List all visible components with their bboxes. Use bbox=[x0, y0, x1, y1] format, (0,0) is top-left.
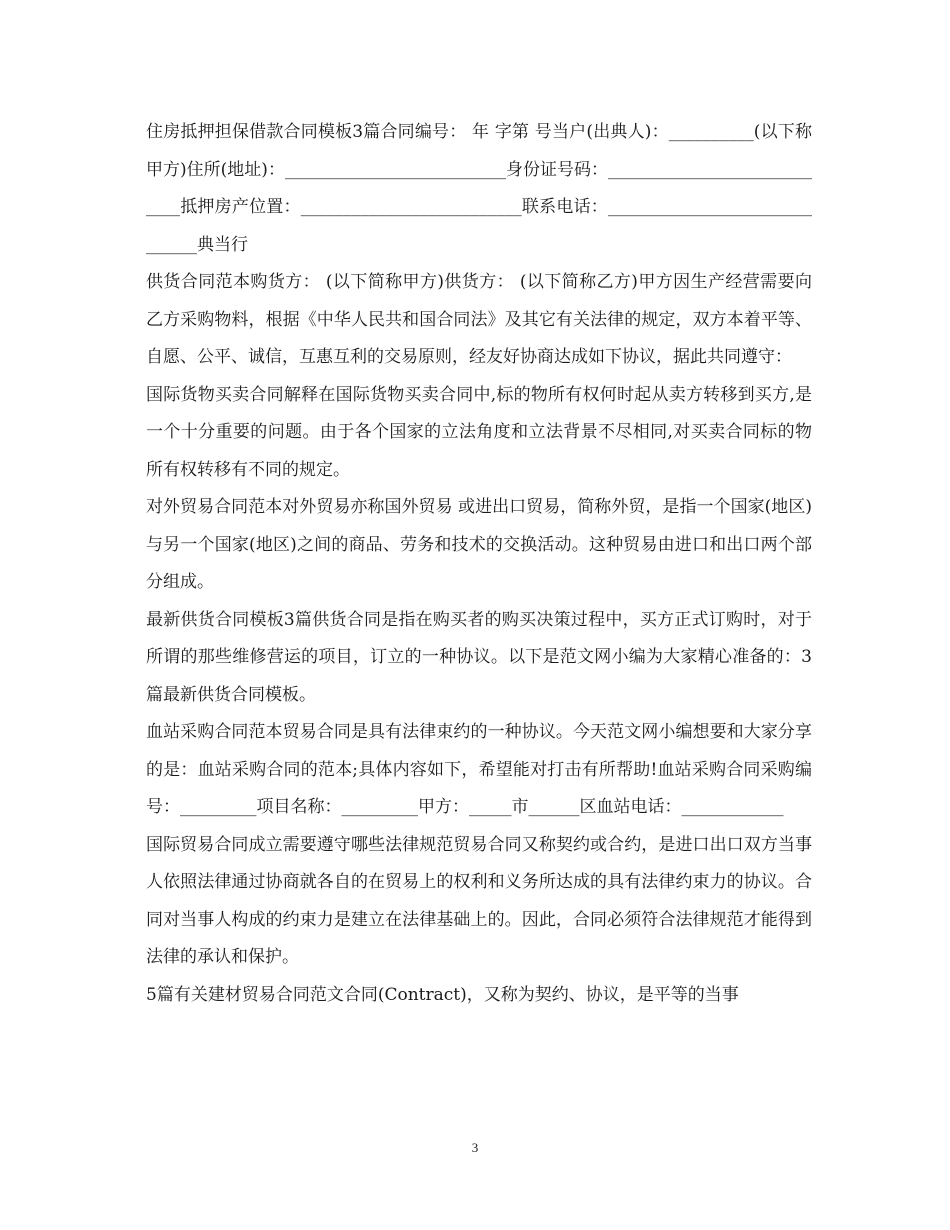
paragraph-latest-supply-template: 最新供货合同模板3篇供货合同是指在购买者的购买决策过程中，买方正式订购时，对于所谓的那些维修营运的项目，订立的一种协议。以下是范文网小编为大家精心准备的：3篇最新供货合同模板。 bbox=[146, 609, 812, 705]
paragraph-blood-station-procurement: 血站采购合同范本贸易合同是具有法律束约的一种协议。今天范文网小编想要和大家分享的是：血站采购合同的范本;具体内容如下，希望能对打击有所帮助!血站采购合同采购编号：_________项目名称：_________甲方：_____市______区血站电话：____________ bbox=[146, 722, 812, 817]
paragraph-building-materials: 5篇有关建材贸易合同范文合同(Contract)，又称为契约、协议，是平等的当事 bbox=[146, 984, 739, 1005]
paragraph-mortgage-contract: 住房抵押担保借款合同模板3篇合同编号： 年 字第 号当户(出典人)：__________(以下称甲方)住所(地址)：__________________________身份证号码：____________________________抵押房产位置：__________________________联系电话：______________________________典当行 bbox=[146, 122, 812, 255]
paragraph-foreign-trade: 对外贸易合同范本对外贸易亦称国外贸易 或进出口贸易，简称外贸，是指一个国家(地区)与另一个国家(地区)之间的商品、劳务和技术的交换活动。这种贸易由进口和出口两个部分组成。 bbox=[146, 497, 812, 592]
paragraph-international-goods-sale: 国际货物买卖合同解释在国际货物买卖合同中,标的物所有权何时起从卖方转移到买方,是一个十分重要的问题。由于各个国家的立法角度和立法背景不尽相同,对买卖合同标的物所有权转移有不同的规定。 bbox=[146, 384, 812, 480]
paragraph-supply-contract: 供货合同范本购货方： (以下简称甲方)供货方： (以下简称乙方)甲方因生产经营需要向乙方采购物料，根据《中华人民共和国合同法》及其它有关法律的规定，双方本着平等、自愿、公平、诚信，互惠互利的交易原则，经友好协商达成如下协议，据此共同遵守： bbox=[146, 272, 812, 367]
paragraph-trade-contract-law: 国际贸易合同成立需要遵守哪些法律规范贸易合同又称契约或合约，是进口出口双方当事人依照法律通过协商就各自的在贸易上的权利和义务所达成的具有法律约束力的协议。合同对当事人构成的约束力是建立在法律基础上的。因此，合同必须符合法律规范才能得到法律的承认和保护。 bbox=[146, 834, 812, 967]
page-number: 3 bbox=[471, 1140, 479, 1155]
document-body bbox=[146, 114, 812, 1014]
